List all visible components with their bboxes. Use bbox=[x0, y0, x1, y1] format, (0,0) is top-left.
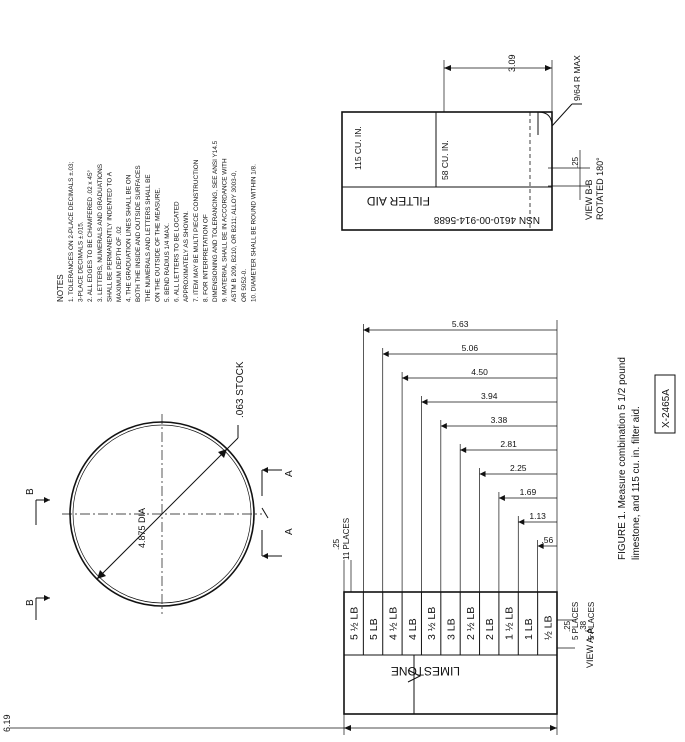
dim-arrow bbox=[421, 399, 427, 405]
limestone-label: LIMESTONE bbox=[390, 664, 460, 678]
dim-value: 5.63 bbox=[451, 319, 469, 329]
scale-label: 1 ½ LB bbox=[503, 606, 516, 640]
dim-arrow bbox=[363, 327, 369, 333]
dim-value: 1.69 bbox=[519, 487, 537, 497]
section-a-left: A bbox=[284, 470, 295, 477]
dim-arrow bbox=[402, 375, 408, 381]
note-line: THE NUMERALS AND LETTERS SHALL BE bbox=[144, 174, 152, 302]
note-line: 3-PLACE DECIMALS ±.015. bbox=[77, 221, 85, 302]
note-line: OR 5052-0. bbox=[240, 268, 248, 302]
note-line: DIMENSIONING AND TOLERANCING, SEE ANSI Y14.5 bbox=[212, 140, 219, 302]
note-line: 4. THE GRADUATION LINES SHALL BE ON bbox=[125, 174, 133, 302]
cu-115-label: 115 CU. IN. bbox=[353, 126, 363, 170]
radius-label: 9/64 R MAX bbox=[572, 55, 582, 101]
filter-aid-label: FILTER AID bbox=[366, 194, 430, 208]
caption bbox=[617, 357, 675, 560]
graduation-dimensions bbox=[363, 319, 557, 592]
dim-arrow bbox=[441, 423, 447, 429]
dim-arrow bbox=[383, 351, 389, 357]
scale-label: 5 LB bbox=[368, 618, 381, 640]
notes-list bbox=[68, 140, 257, 302]
note-line: APPROXIMATELY AS SHOWN. bbox=[183, 211, 191, 302]
section-a-right: A bbox=[284, 528, 295, 535]
dim-value: 3.94 bbox=[480, 391, 498, 401]
places-5b: 5 PLACES bbox=[587, 601, 596, 640]
places-5a-dim: .25 bbox=[563, 620, 572, 632]
note-line: 2. ALL EDGES TO BE CHAMFERED .02 x 45° bbox=[87, 169, 95, 302]
note-line: 6. ALL LETTERS TO BE LOCATED bbox=[173, 201, 181, 302]
caption-line2: limestone, and 115 cu. in. filter aid. bbox=[631, 406, 642, 560]
scale-graduations bbox=[349, 592, 555, 655]
dim-value: 1.13 bbox=[529, 511, 546, 521]
scale-label: 4 LB bbox=[406, 618, 419, 640]
note-line: 8. FOR INTERPRETATION OF bbox=[202, 214, 210, 302]
note-line: 9. MATERIAL SHALL BE IN ACCORDANCE WITH bbox=[221, 158, 229, 302]
note-line: 3. LETTERS, NUMERALS AND GRADUATIONS bbox=[96, 163, 104, 302]
note-line: SHALL BE PERMANENTLY INDENTED TO A bbox=[106, 172, 114, 302]
places-5a: 5 PLACES bbox=[571, 601, 580, 640]
view-bb: VIEW B-B bbox=[584, 179, 594, 220]
section-b-right: B bbox=[25, 599, 36, 606]
filter-view bbox=[342, 54, 605, 230]
notes-heading: NOTES bbox=[56, 274, 65, 302]
scale-label: 1 LB bbox=[522, 618, 535, 640]
scale-body bbox=[344, 592, 557, 714]
circle-view bbox=[25, 361, 295, 620]
scale-view bbox=[2, 319, 596, 735]
dim-25-filter: .25 bbox=[571, 156, 580, 168]
dim-value: 5.06 bbox=[461, 343, 479, 353]
note-line: MAXIMUM DEPTH OF .02 bbox=[116, 226, 123, 302]
dim-value: 2.81 bbox=[500, 439, 517, 449]
note-line: ON THE OUTSIDE OF THE MEASURE. bbox=[154, 187, 162, 302]
view-bb-rotated: ROTATED 180° bbox=[595, 157, 605, 220]
scale-label: 4 ½ LB bbox=[387, 606, 400, 640]
nsn-label: NSN 4610-00-914-5688 bbox=[433, 214, 540, 225]
dim-value: 4.50 bbox=[471, 367, 488, 377]
note-line: 7. ITEM MAY BE MULTI PIECE CONSTRUCTION bbox=[192, 159, 200, 302]
note-line: 10. DIAMETER SHALL BE ROUND WITHIN 1/8. bbox=[250, 164, 258, 302]
stock-leader bbox=[227, 438, 238, 449]
note-line: BOTH THE INSIDE AND OUTSIDE SURFACES bbox=[135, 165, 143, 302]
dim-arrow bbox=[518, 519, 524, 525]
drawing-code: X-2465A bbox=[661, 389, 672, 428]
dim-value: 3.38 bbox=[490, 415, 508, 425]
dim-value: .56 bbox=[541, 535, 554, 545]
dim-arrow bbox=[460, 447, 466, 453]
scale-label: 2 ½ LB bbox=[464, 606, 477, 640]
dim-arrow bbox=[480, 471, 486, 477]
section-b-left: B bbox=[25, 488, 36, 495]
scale-label: 3 ½ LB bbox=[426, 606, 439, 640]
caption-line1: FIGURE 1. Measure combination 5 1/2 pound bbox=[617, 357, 628, 560]
dim-arrow bbox=[499, 495, 505, 501]
dim-value: 2.25 bbox=[509, 463, 527, 473]
stock-label: .063 STOCK bbox=[235, 361, 246, 418]
places-11: 11 PLACES bbox=[342, 517, 351, 560]
dim-309: 3.09 bbox=[507, 54, 517, 72]
view-aa: VIEW A-A bbox=[585, 627, 595, 668]
dia-label: 4.875 DIA bbox=[137, 507, 147, 548]
note-line: ASTM B 209, B210, OR B211; ALLOY 3003-0, bbox=[231, 170, 239, 302]
scale-label: 5 ½ LB bbox=[348, 606, 361, 640]
cu-58-label: 58 CU. IN. bbox=[440, 140, 450, 180]
places-5b-dim: .38 bbox=[579, 620, 588, 632]
places-11-dim: .25 bbox=[332, 538, 341, 550]
scale-label: ½ LB bbox=[542, 615, 555, 640]
dim-619: 6.19 bbox=[2, 714, 12, 732]
note-line: 5. BEND RADIUS 1/4 MAX. bbox=[164, 223, 171, 302]
scale-label: 3 LB bbox=[445, 618, 458, 640]
notes-block bbox=[56, 140, 257, 302]
scale-label: 2 LB bbox=[484, 618, 497, 640]
note-line: 1. TOLERANCES ON 2-PLACE DECIMALS ±.03; bbox=[68, 161, 75, 302]
